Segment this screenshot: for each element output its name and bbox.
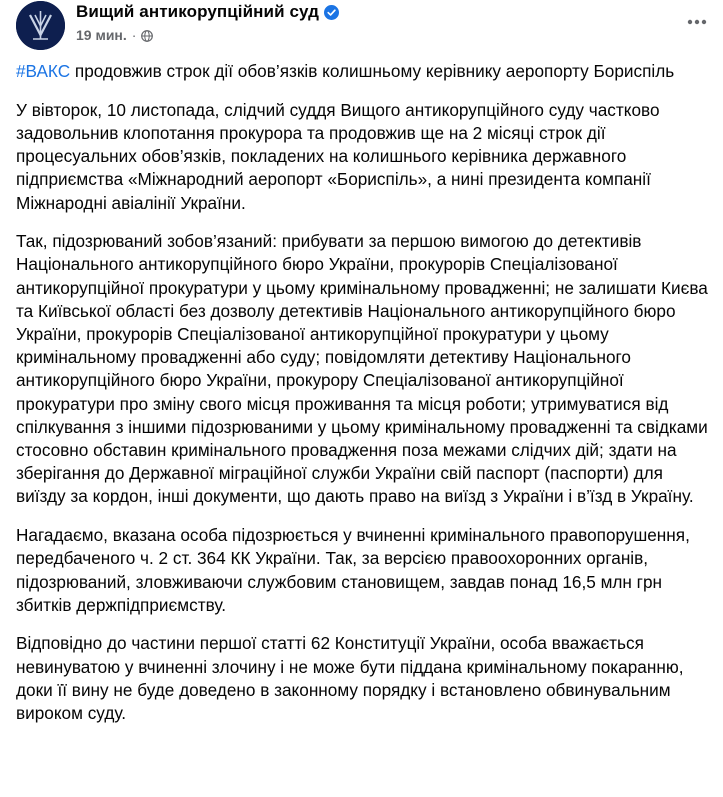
verified-badge-icon: [324, 5, 339, 20]
more-options-button[interactable]: [681, 6, 713, 38]
post-body: [16, 60, 716, 741]
post-headline: [16, 60, 716, 83]
more-options-icon: [687, 19, 707, 25]
hashtag-link[interactable]: #ВАКС: [16, 61, 71, 81]
post-timestamp[interactable]: 19 мин.: [76, 27, 127, 43]
paragraph-3: Нагадаємо, вказана особа підозрюється у вчиненні кримінального правопорушення, передбаченого ч. 2 ст. 364 КК України. Так, за версією правоохоронних органів, підозрюваний, зловживаючи службовим становищем, завдав понад 16,5 млн грн збитків держпідприємству.: [16, 525, 690, 615]
court-logo-icon: [16, 1, 65, 50]
paragraph-2: Так, підозрюваний зобов’язаний: прибувати за першою вимогою до детективів Національного антикорупційного бюро України, прокурорів Спеціалізованої антикорупційної прокуратури у цьому кримінальному провадженні; не залишати Києва та Київської області без дозволу детективів Національного антикорупційного бюро України, прокурорів Спеціалізованої антикорупційної прокуратури у цьому кримінальному провадженні або суду; повідомляти детективу Національного антикорупційного бюро України, прокурору Спеціалізованої антикорупційної прокуратури про зміну свого місця проживання та місця роботи; утримуватися від спілкування з іншими підозрюваними у цьому кримінальному провадженні та свідками стосовно обставин кримінального провадження поза межами слідчих дій; здати на зберігання до Державної міграційної служби України свій паспорт (паспорти) для виїзду за кордон, інші документи, що дають право на виїзд з України і в’їзд в Україну.: [16, 231, 708, 507]
page-name-link[interactable]: Вищий антикорупційний суд: [76, 2, 320, 21]
page-avatar[interactable]: [16, 1, 65, 50]
post-meta: [76, 26, 153, 44]
post-header: [16, 0, 723, 58]
globe-icon[interactable]: [141, 29, 153, 41]
page-name-row: [76, 1, 339, 23]
paragraph-1: У вівторок, 10 листопада, слідчий суддя Вищого антикорупційного суду частково задовольнив клопотання прокурора та продовжив ще на 2 місяці строк дії процесуальних обов’язків, покладених на колишнього керівника державного підприємства «Міжнародний аеропорт «Бориспіль», а нині президента компанії Міжнародні авіалінії України.: [16, 99, 660, 213]
meta-separator: ·: [131, 27, 137, 43]
paragraph-4: Відповідно до частини першої статті 62 Конституції України, особа вважається невинуватою у вчиненні злочину і не може бути піддана кримінальному покаранню, доки її вину не буде доведено в законному порядку і встановлено обвинувальним вироком суду.: [16, 633, 684, 724]
headline-text: продовжив строк дії обов’язків колишньому керівнику аеропорту Бориспіль: [70, 61, 675, 81]
